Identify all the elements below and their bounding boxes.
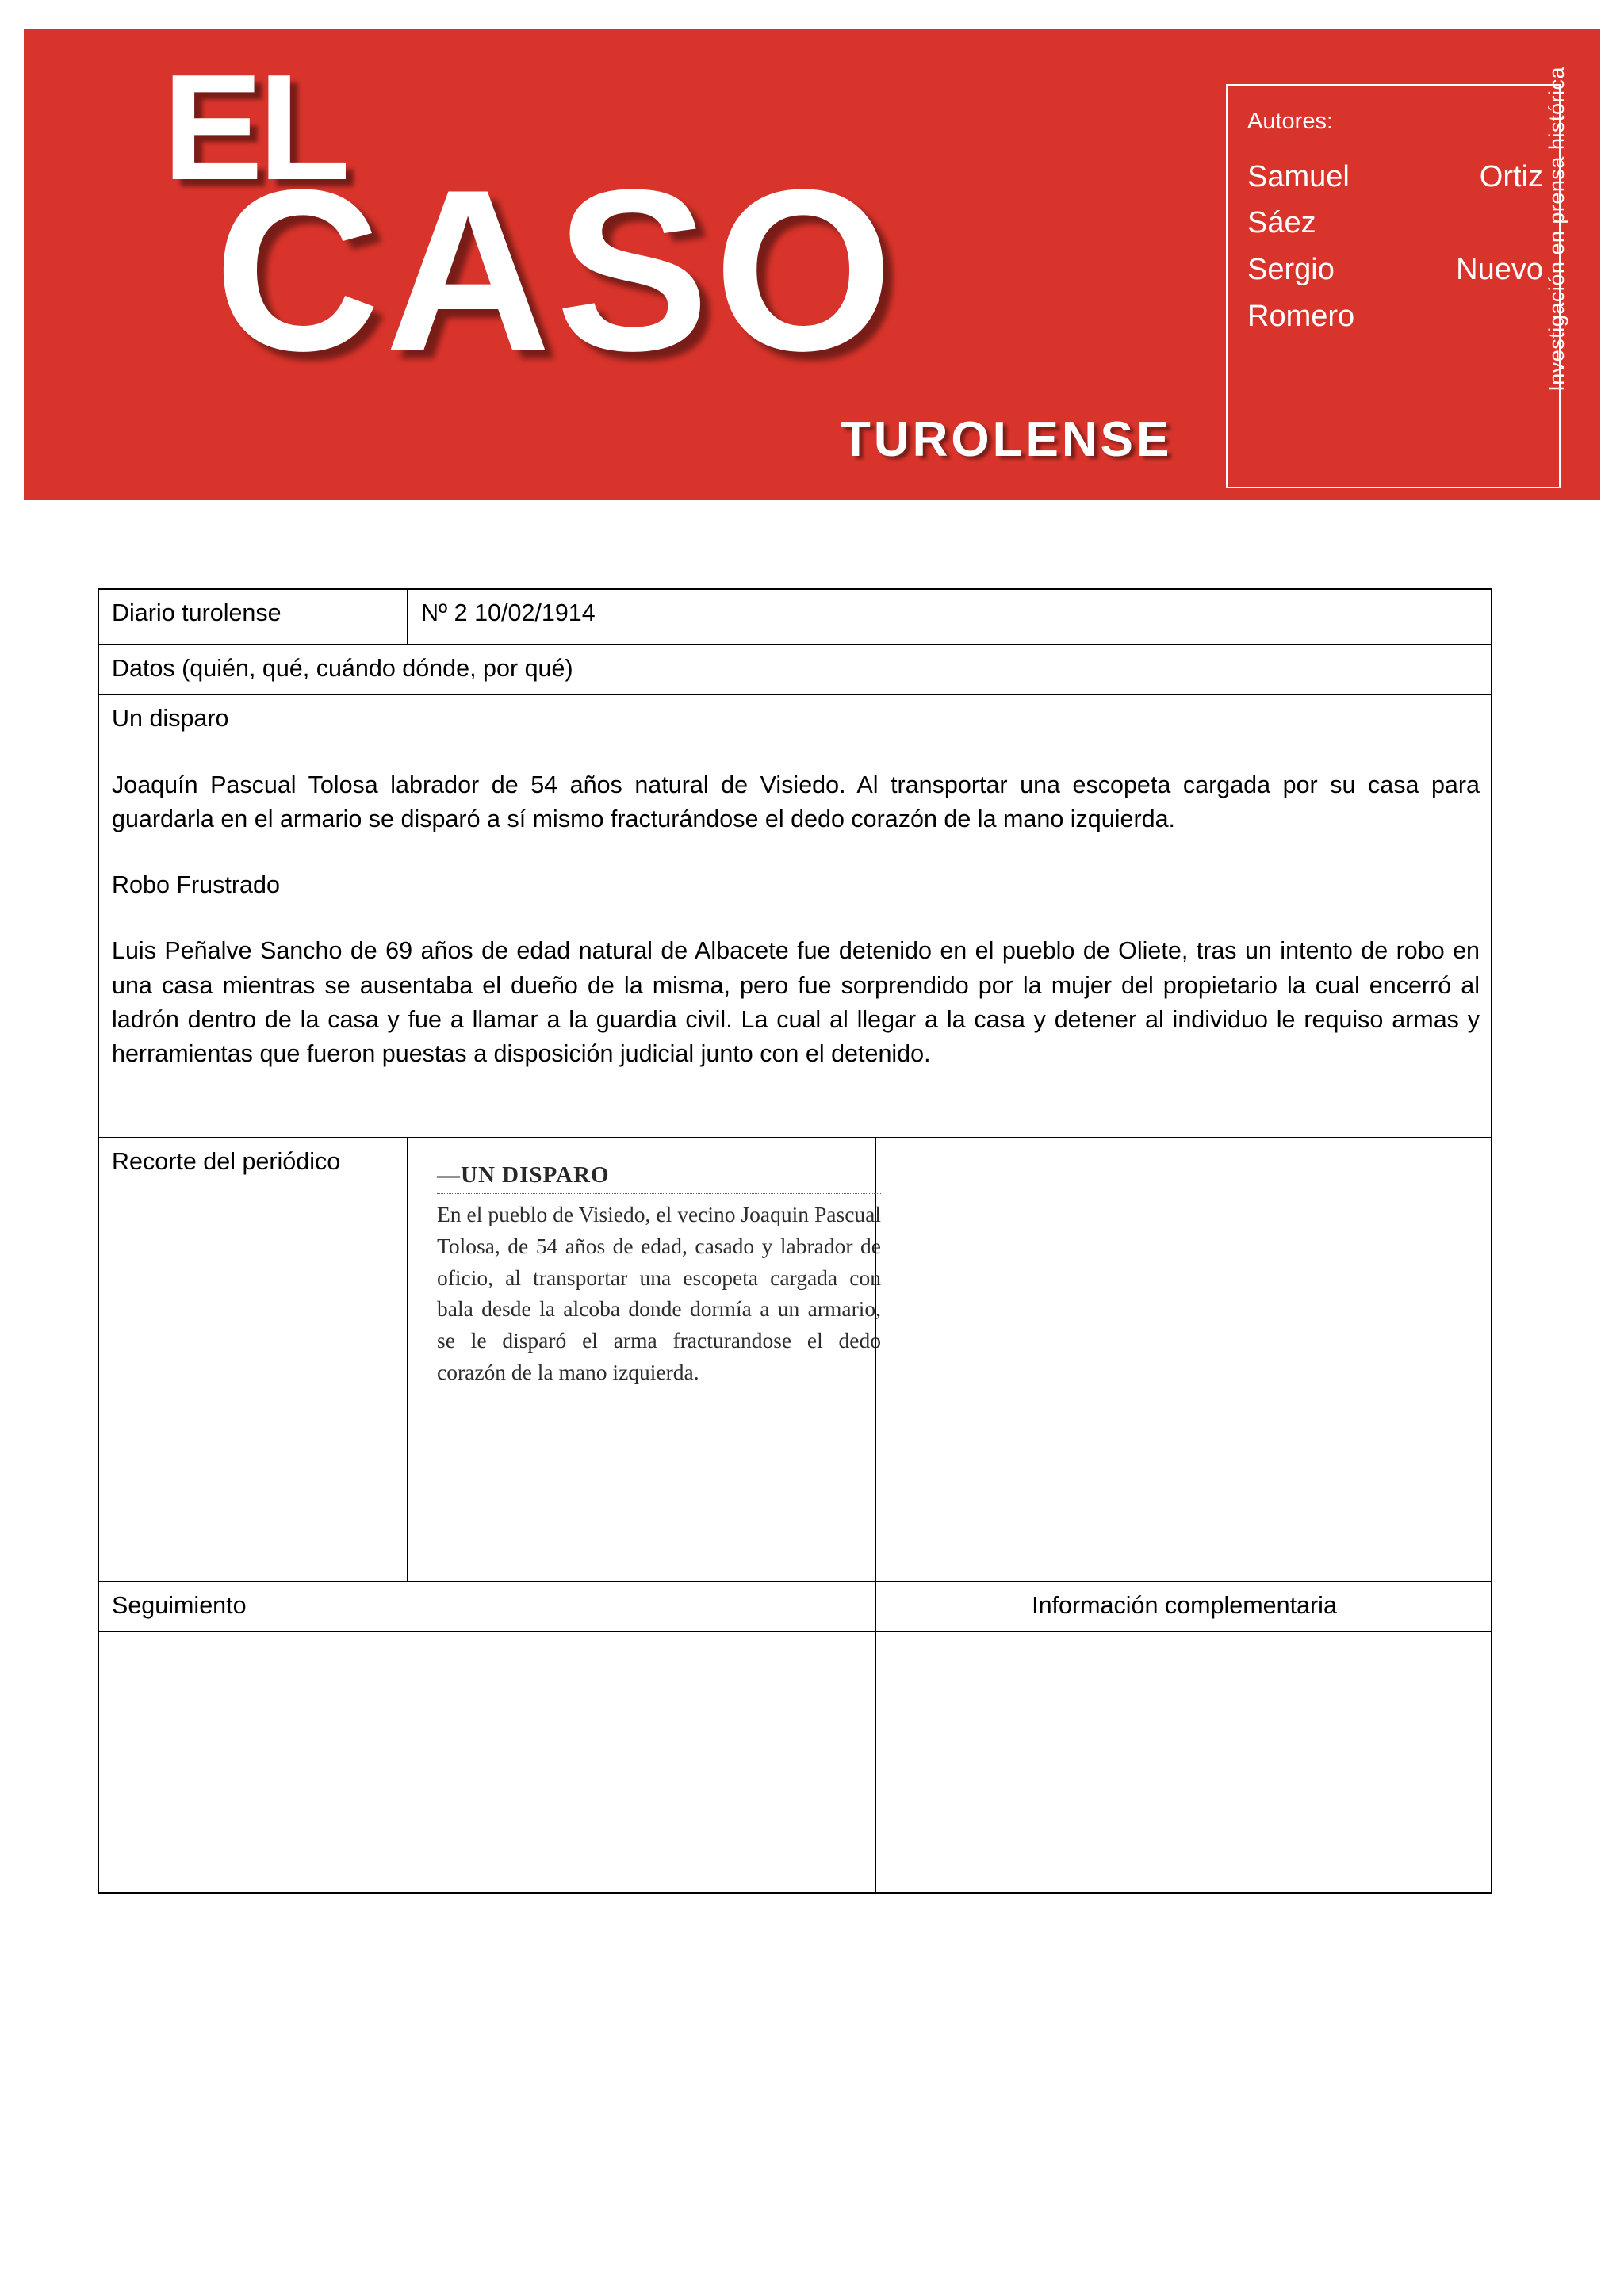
clipping-headline: —UN DISPARO (437, 1159, 881, 1194)
newspaper-clipping (437, 1159, 881, 1388)
followup-value-cell[interactable] (98, 1632, 875, 1893)
clipping-label-cell: Recorte del periódico (98, 1138, 408, 1582)
data-fields-label-cell: Datos (quién, qué, cuándo dónde, por qué) (98, 645, 1492, 695)
complementary-info-value-cell[interactable] (875, 1632, 1492, 1893)
authors-label: Autores: (1247, 109, 1333, 134)
author-first-name: Sergio (1247, 253, 1335, 287)
table-row-header (98, 589, 1492, 645)
clipping-blank-cell (875, 1138, 1492, 1582)
logo-text-turolense: TUROLENSE (841, 412, 1173, 467)
case-report-table (98, 588, 1492, 1894)
author-entry (1247, 293, 1543, 340)
clipping-paragraph (437, 1199, 881, 1388)
author-entry (1247, 154, 1543, 201)
complementary-info-label-cell: Información complementaria (875, 1582, 1492, 1632)
article-text-2: Luis Peñalve Sancho de 69 años de edad natural de Albacete fue detenido en el pueblo de Oliete, tras un intento de robo en una casa mientras se ausentaba el dueño de la misma, pero fue sorprendido por la mujer del propietario la cual encerró al ladrón dentro de la casa y fue a llamar a la guardia civil. La cual al llegar a la casa y detener al individuo le requiso armas y herramientas que fueron puestas a disposición judicial junto con el detenido. (112, 937, 1480, 1068)
table-row-footer-values (98, 1632, 1492, 1893)
table-row-body (98, 695, 1492, 1137)
issue-date-cell: Nº 2 10/02/1914 (408, 589, 1492, 645)
publication-name-cell: Diario turolense (98, 589, 408, 645)
article-text-1: Joaquín Pascual Tolosa labrador de 54 años natural de Visiedo. Al transportar una escopeta cargada por su casa para guardarla en el armario se disparó a sí mismo fracturándose el dedo corazón de la mano izquierda. (112, 771, 1480, 832)
followup-label-cell: Seguimiento (98, 1582, 875, 1632)
article-title-1: Un disparo (112, 705, 229, 733)
author-first-name: Samuel (1247, 159, 1350, 193)
magazine-logo (127, 36, 1173, 496)
article-title-2: Robo Frustrado (112, 871, 280, 899)
author-surname-continuation: Sáez (1247, 206, 1316, 240)
table-row-clipping (98, 1138, 1492, 1582)
body-spacer (112, 1072, 1480, 1129)
table-row-footer-labels (98, 1582, 1492, 1632)
clipping-paragraph-text: En el pueblo de Visiedo, el vecino Joaquin Pascual Tolosa, de 54 años de edad, casado y labrador de oficio, al transportar una escopeta cargada con bala desde la alcoba donde dormía a un armario, se le disparó el arma fracturandose el dedo corazón de la mano izquierda. (437, 1201, 881, 1385)
masthead-banner (24, 29, 1600, 500)
articles-cell (98, 695, 1492, 1137)
author-entry (1247, 247, 1543, 293)
vertical-subtitle (1545, 67, 1592, 495)
author-last-name: Ortiz (1479, 159, 1543, 193)
vertical-subtitle-text: Investigación en prensa histórica (1545, 67, 1568, 392)
author-surname-continuation: Romero (1247, 300, 1355, 334)
authors-box (1226, 84, 1561, 488)
logo-text-el: EL (163, 44, 346, 212)
author-entry (1247, 200, 1543, 247)
logo-text-caso: CASO (214, 142, 898, 399)
author-last-name: Nuevo (1456, 253, 1543, 287)
table-row-data-label (98, 645, 1492, 695)
clipping-image-cell (408, 1138, 881, 1582)
